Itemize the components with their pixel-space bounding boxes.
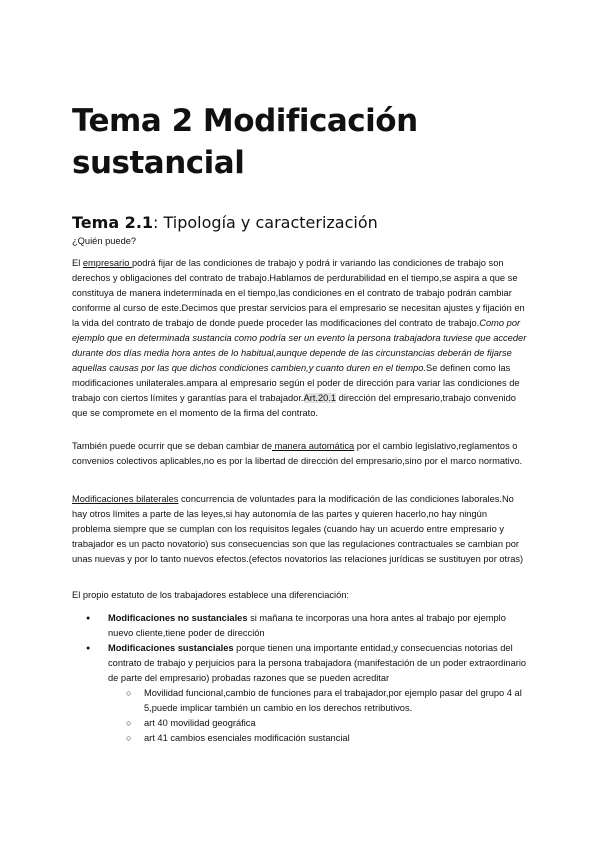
bullet-text: si mañana te incorporas una hora antes al trabajo por ejemplo nuevo cliente,tiene poder de dirección [108,613,506,638]
page-title: Tema 2 Modificación sustancial [72,103,418,181]
text-run: Se definen como las modificaciones unilaterales.ampara al empresario según el poder de dirección para variar las condiciones de trabajo con ciertos límites y garantías para el trabajador. [72,363,520,403]
list-item [72,641,528,746]
list-item [72,611,528,641]
text-run: concurrencia de voluntades para la modificación de las condiciones laborales.No hay otros límites a parte de las leyes,si hay autonomía de las partes y quieren hacerlo,no hay ningún problema siempre que se cumplan con los requisitos legales (cuando hay un acuerdo entre empresario y trabajador es un pacto novatorio) sus consecuencias son que las regulaciones contractuales se cambian por unas nuevas y por lo tanto nuevos efectos.(efectos novatorios las relaciones jurídicas se sustituyen por otras) [72,494,524,564]
bullet-term: Modificaciones no sustanciales [108,613,248,623]
text-run: por el cambio legislativo,reglamentos o convenios colectivos aplicables,no es por la libertad de dirección del empresario,sino por el marco normativo. [72,441,523,466]
highlighted-article: Art.20.1 [303,393,337,403]
bullet-term: Modificaciones sustanciales [108,643,234,653]
text-run: podrá fijar de las condiciones de trabajo y podrá ir variando las condiciones de trabajo son derechos y obligaciones del contrato de trabajo.Hablamos de perdurabilidad en el tiempo,se aspira a que se constituya de manera indeterminada en el tiempo,las condiciones en el contrato de trabajo podrán cambiar conforme al curso de este.Decimos que prestar servicios para el empresario se necesitan ajustes y fijación en la vida del contrato de trabajo de donde puede proceder las modificaciones del contrato de trabajo. [72,258,525,328]
sub-list-item: ○ art 41 cambios esenciales modificación sustancial [108,731,528,746]
text-run: El [72,258,83,268]
question-text: ¿Quién puede? [72,236,137,246]
section-heading [72,213,378,233]
section-number: Tema 2.1 [72,213,154,232]
underlined-term: manera automática [272,441,355,451]
sub-list-item: ○ Movilidad funcional,cambio de funciones para el trabajador,por ejemplo pasar del grupo 4 al 5,puede implicar también un cambio en los derechos retributivos. [108,686,528,716]
underlined-term: empresario [82,258,132,268]
modifications-list [72,611,528,746]
sub-list [108,686,528,746]
paragraph-estatuto: El propio estatuto de los trabajadores establece una diferenciación: [72,590,350,600]
section-title: : Tipología y caracterización [153,213,378,232]
bullet-text: porque tienen una importante entidad,y consecuencias notorias del contrato de trabajo y perjuicios para la persona trabajadora (manifestación de un poder extraordinario de parte del empresario) probadas razones que se pueden acreditar [108,643,527,683]
sub-list-item: ○ art 40 movilidad geográfica [108,716,528,731]
text-run: También puede ocurrir que se deban cambiar de [72,441,273,451]
paragraph-bilateral [72,492,528,567]
underlined-term: Modificaciones bilaterales [72,494,179,504]
italic-example: Como por ejemplo que en determinada sustancia como podría ser un evento la persona trabajadora tuviese que acceder durante dos días media hora antes de lo habitual,aunque depende de las circunstancias deberán de fijarse aquellas causas por las que dichos condiciones cambien,y cuanto duren en el tiempo. [72,318,527,373]
paragraph-unilateral [72,256,528,421]
paragraph-automatic [72,439,528,469]
text-run: dirección del empresario,trabajo convenido que se compromete en el momento de la firma del contrato. [72,393,516,418]
